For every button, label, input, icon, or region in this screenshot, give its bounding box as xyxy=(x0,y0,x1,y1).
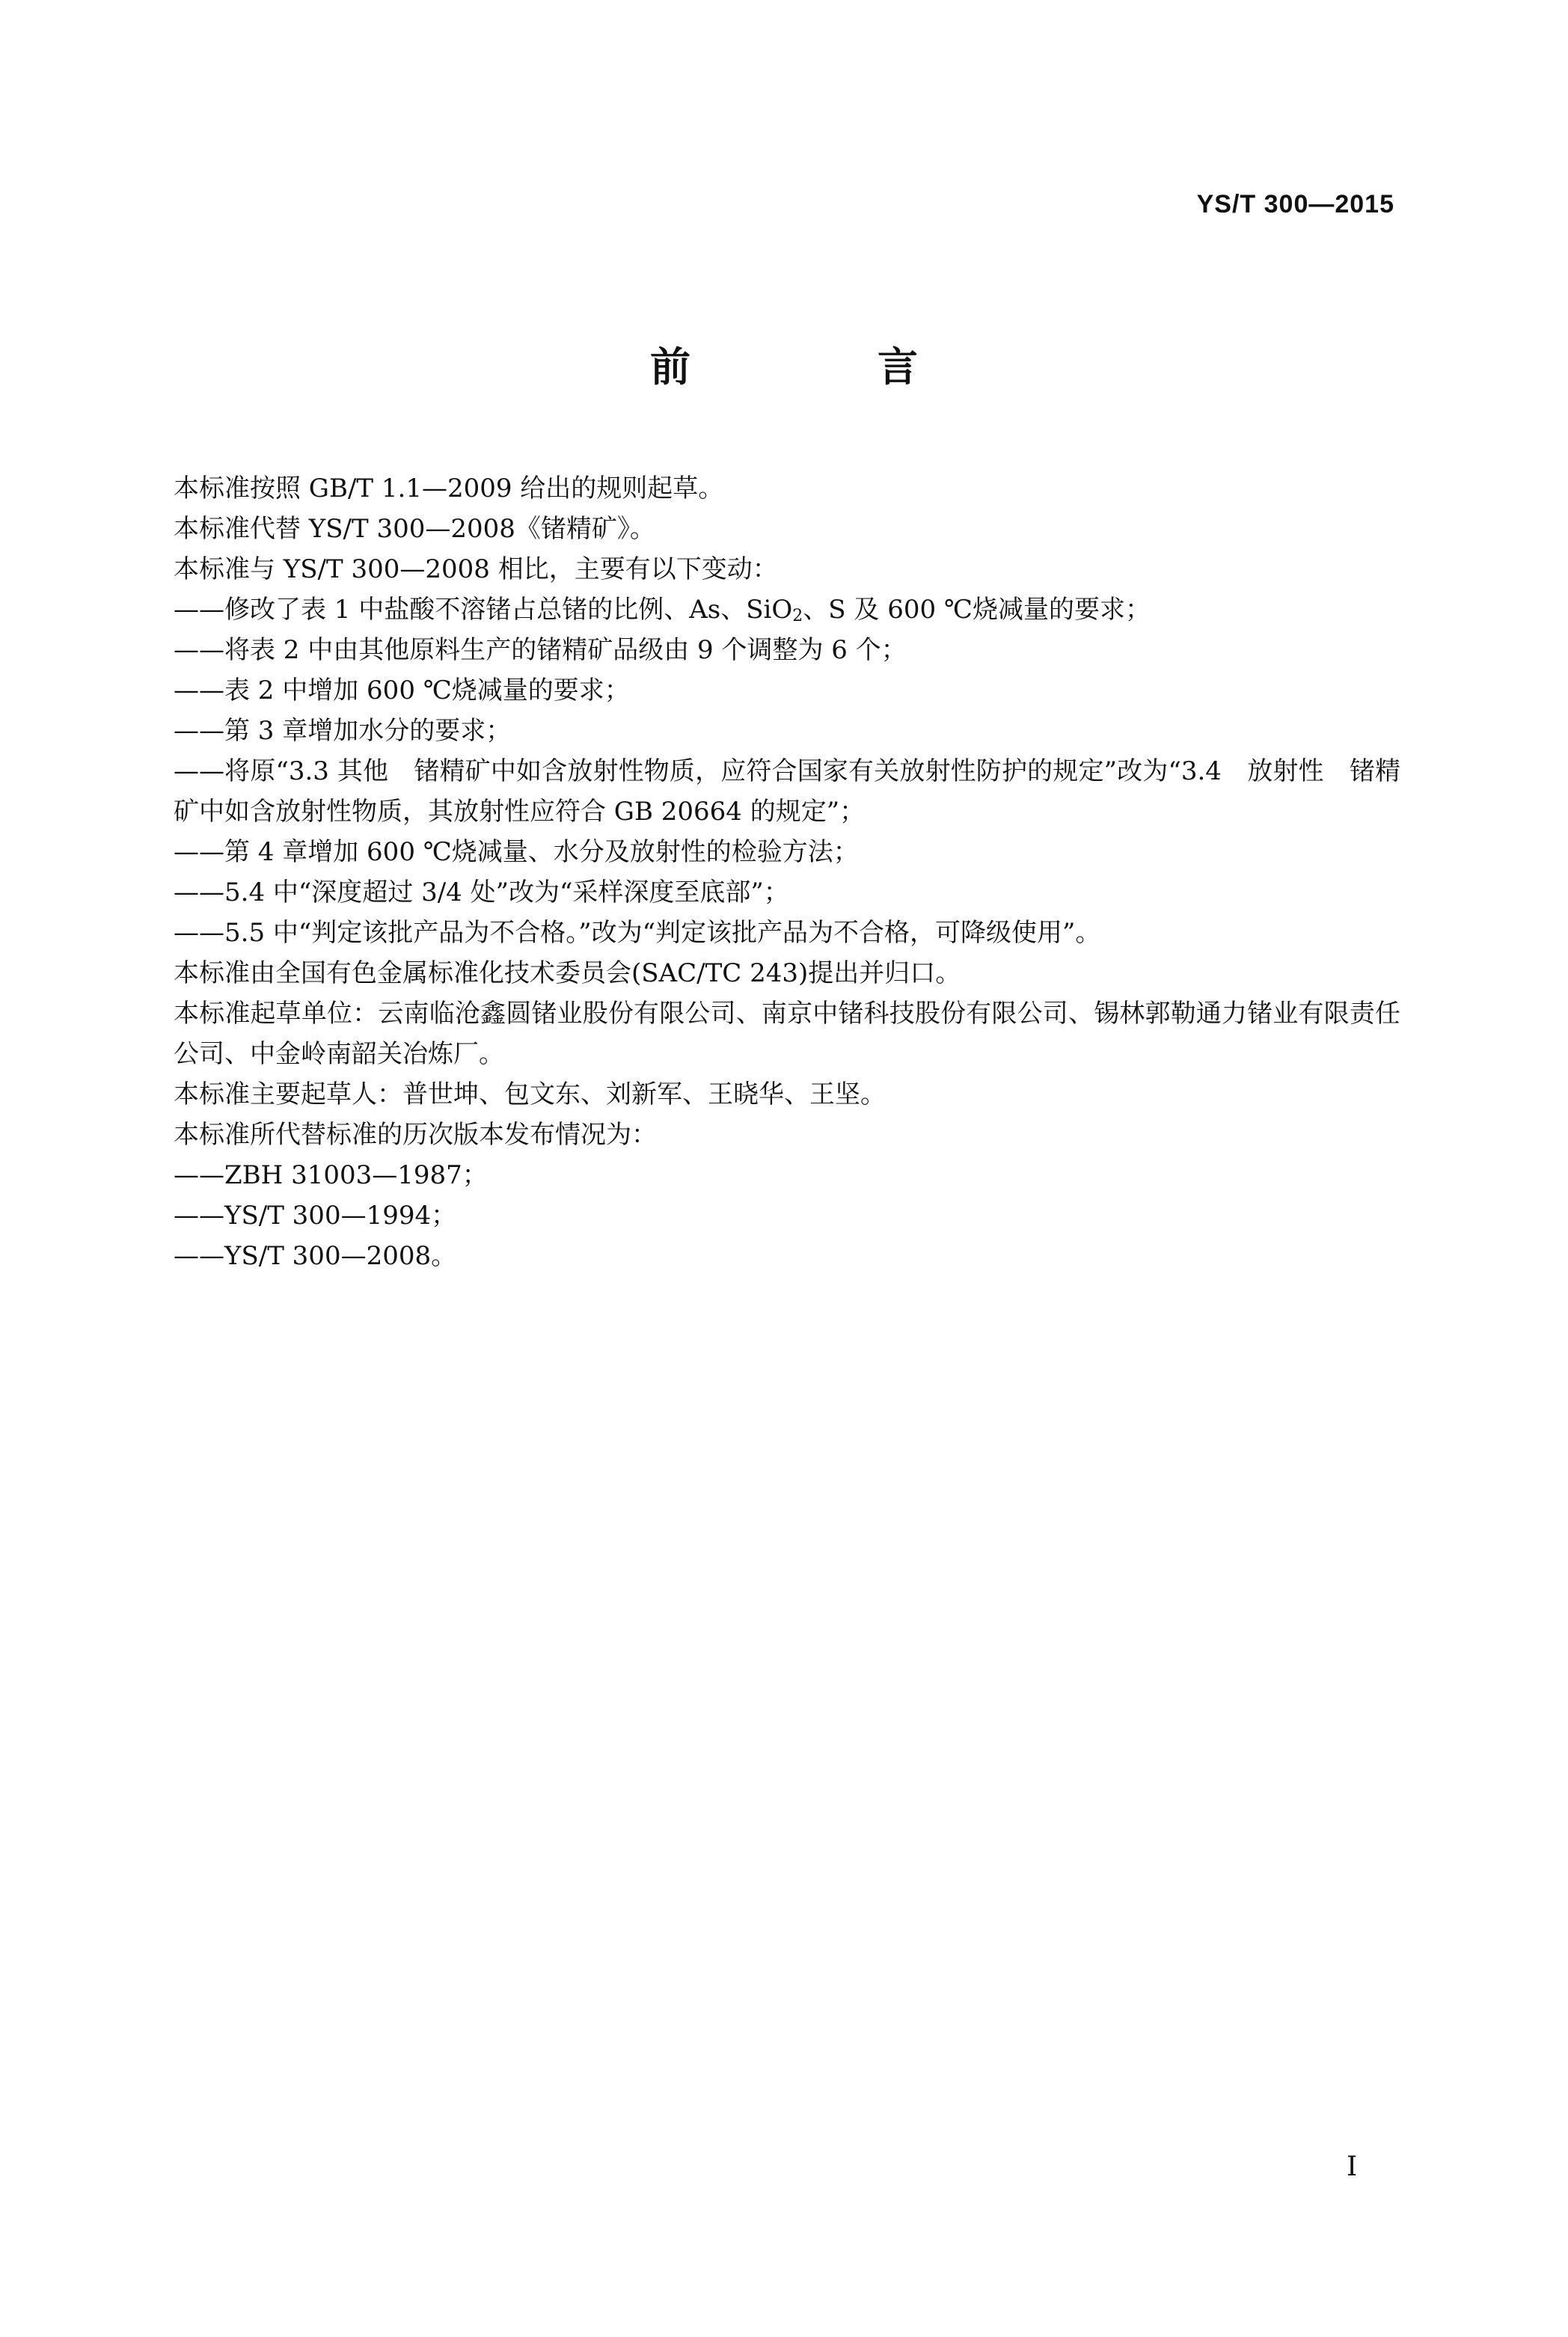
paragraph-drafting-units: 本标准起草单位：云南临沧鑫圆锗业股份有限公司、南京中锗科技股份有限公司、锡林郭勒通力锗业有限责任公司、中金岭南韶关冶炼厂。 xyxy=(174,999,1400,1069)
page-title: 前 言 xyxy=(650,343,991,390)
paragraph-drafting-rules: 本标准按照 GB/T 1.1—2009 给出的规则起草。 xyxy=(174,474,724,503)
paragraph-drafters: 本标准主要起草人：普世坤、包文东、刘新军、王晓华、王坚。 xyxy=(174,1079,886,1109)
change-item-3: ——表 2 中增加 600 ℃烧减量的要求； xyxy=(174,676,630,705)
change-item-6: ——第 4 章增加 600 ℃烧减量、水分及放射性的检验方法； xyxy=(174,837,859,867)
paragraph-history-intro: 本标准所代替标准的历次版本发布情况为： xyxy=(174,1120,657,1150)
paragraph-proposer: 本标准由全国有色金属标准化技术委员会(SAC/TC 243)提出并归口。 xyxy=(174,958,961,988)
foreword-body xyxy=(174,468,1400,1276)
paragraph-replaces: 本标准代替 YS/T 300—2008《锗精矿》。 xyxy=(174,514,655,544)
standard-code: YS/T 300—2015 xyxy=(1196,190,1394,218)
change-item-8: ——5.5 中“判定该批产品为不合格。”改为“判定该批产品为不合格，可降级使用”。 xyxy=(174,918,1101,948)
page-number: I xyxy=(1347,2151,1358,2182)
history-item-2: ——YS/T 300—1994； xyxy=(174,1201,457,1231)
history-item-1: ——ZBH 31003—1987； xyxy=(174,1160,488,1190)
change-item-1-subscript: 2 xyxy=(792,607,803,625)
change-item-1-part-b: 、S 及 600 ℃烧减量的要求； xyxy=(803,595,1151,625)
change-item-5: ——将原“3.3 其他 锗精矿中如含放射性物质，应符合国家有关放射性防护的规定”改为“3.4 放射性 锗精矿中如含放射性物质，其放射性应符合 GB 20664 的规定”； xyxy=(174,756,1400,827)
paragraph-changes-intro: 本标准与 YS/T 300—2008 相比，主要有以下变动： xyxy=(174,554,778,584)
change-item-2: ——将表 2 中由其他原料生产的锗精矿品级由 9 个调整为 6 个； xyxy=(174,635,907,665)
history-item-3: ——YS/T 300—2008。 xyxy=(174,1241,457,1271)
change-item-1 xyxy=(174,589,1400,630)
change-item-1-part-a: ——修改了表 1 中盐酸不溶锗占总锗的比例、As、SiO xyxy=(174,595,793,625)
change-item-7: ——5.4 中“深度超过 3/4 处”改为“采样深度至底部”； xyxy=(174,877,789,907)
change-item-4: ——第 3 章增加水分的要求； xyxy=(174,716,512,746)
